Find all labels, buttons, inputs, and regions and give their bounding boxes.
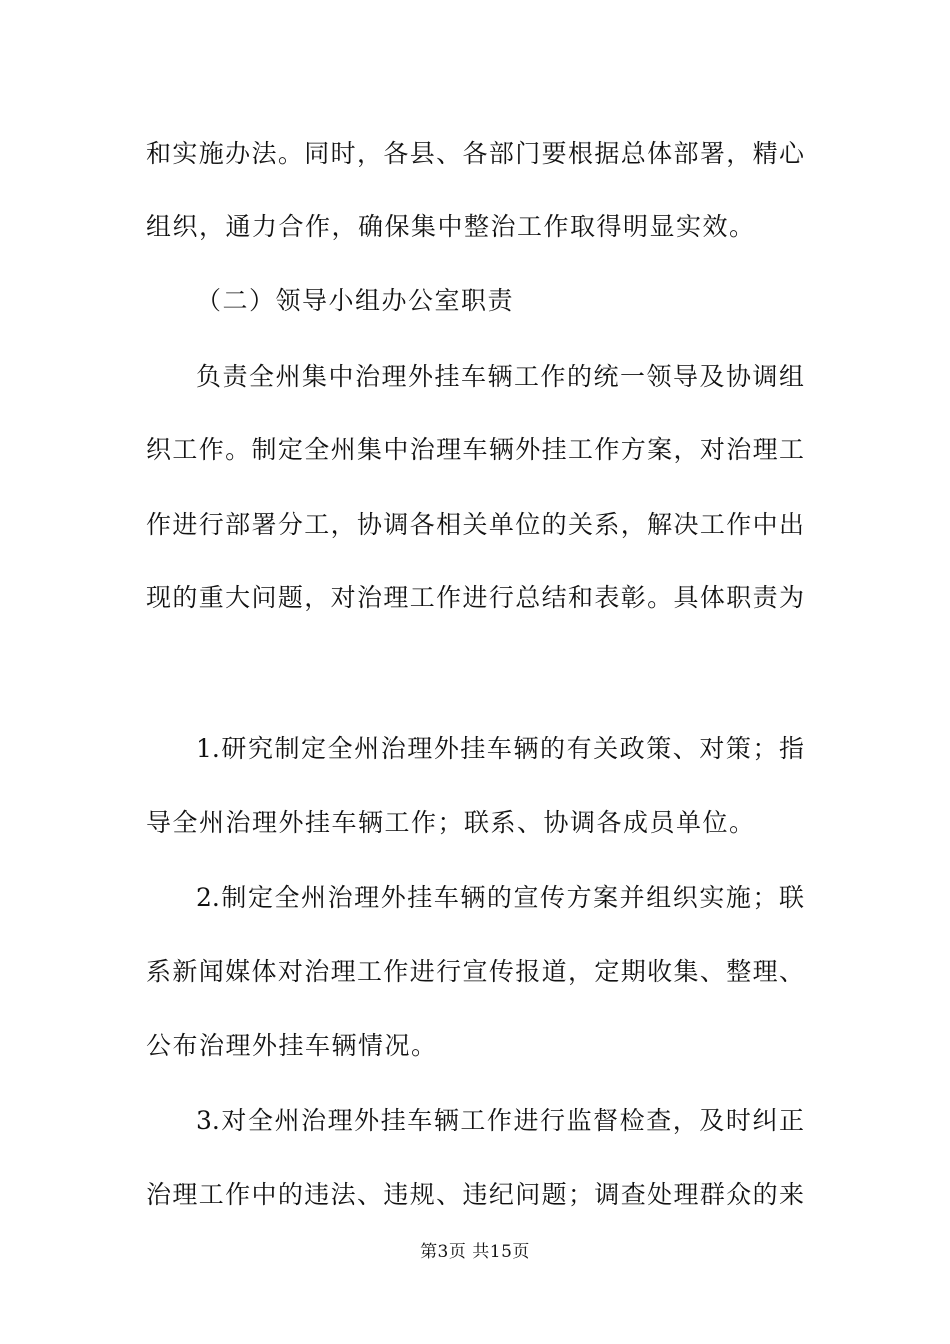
text-line: 公布治理外挂车辆情况。 [146, 1031, 438, 1060]
text-line: 负责全州集中治理外挂车辆工作的统一领导及协调组 [196, 362, 804, 391]
list-item-2: 2.制定全州治理外挂车辆的宣传方案并组织实施；联 [196, 883, 804, 912]
text-line: 治理工作中的违法、违规、违纪问题；调查处理群众的来 [146, 1180, 804, 1209]
text-line: 织工作。制定全州集中治理车辆外挂工作方案，对治理工 [146, 435, 804, 464]
text-line: 和实施办法。同时，各县、各部门要根据总体部署，精心 [146, 139, 804, 168]
text-line: 导全州治理外挂车辆工作；联系、协调各成员单位。 [146, 808, 756, 837]
text-line: 系新闻媒体对治理工作进行宣传报道，定期收集、整理、 [146, 957, 804, 986]
list-item-1: 1.研究制定全州治理外挂车辆的有关政策、对策；指 [196, 734, 804, 763]
section-heading: （二）领导小组办公室职责 [196, 286, 515, 315]
text-line: 现的重大问题，对治理工作进行总结和表彰。具体职责为 [146, 583, 804, 612]
text-line: 作进行部署分工，协调各相关单位的关系，解决工作中出 [146, 510, 804, 539]
text-line: 组织，通力合作，确保集中整治工作取得明显实效。 [146, 212, 756, 241]
list-item-3: 3.对全州治理外挂车辆工作进行监督检查，及时纠正 [196, 1106, 804, 1135]
page-number-footer: 第3页 共15页 [420, 1242, 530, 1262]
